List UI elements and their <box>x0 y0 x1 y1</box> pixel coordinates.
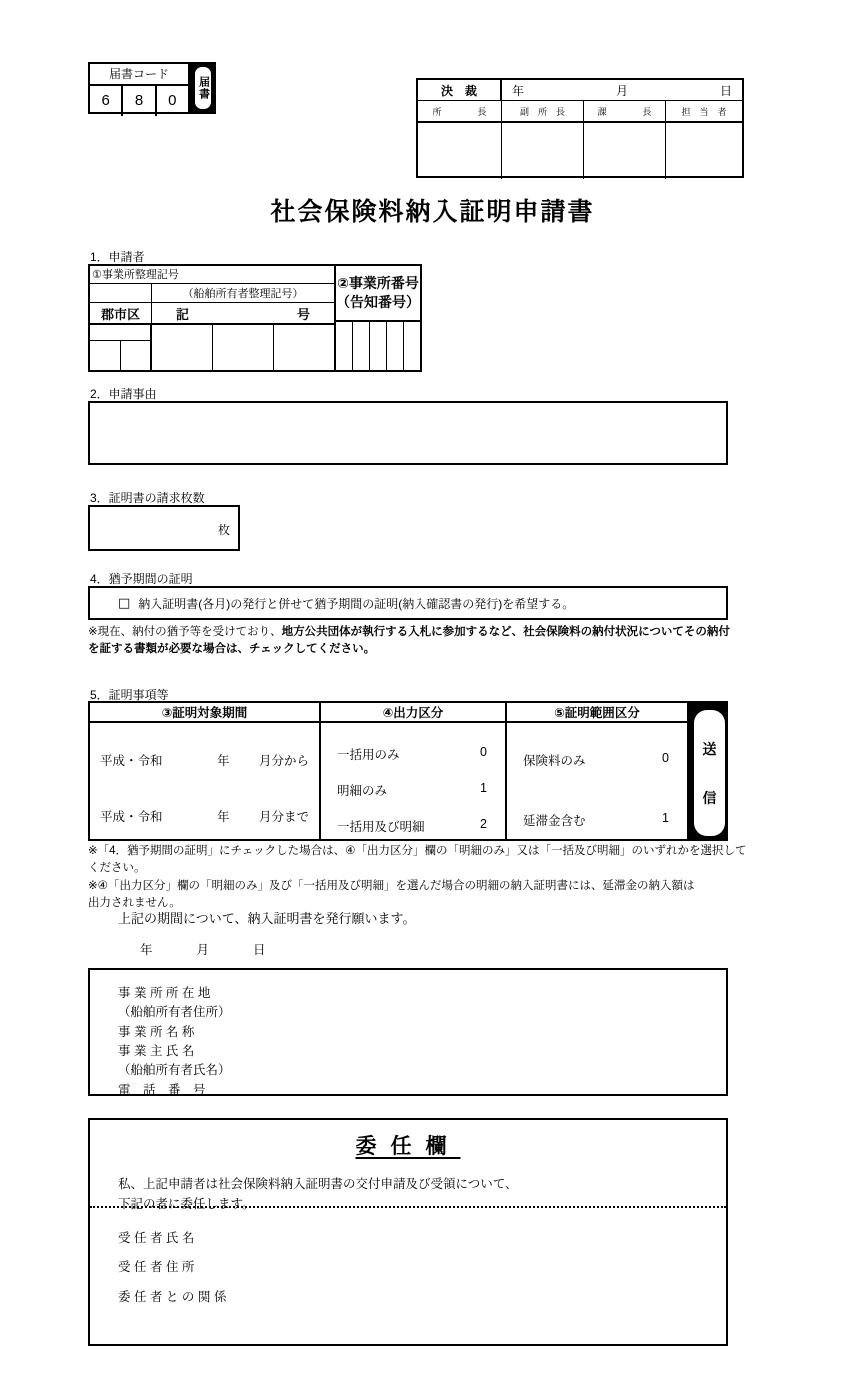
period-from-tail: 月分から <box>258 754 309 768</box>
owner-name-label: 事 業 主 氏 名 <box>118 1044 195 1058</box>
period-to-row <box>100 807 309 825</box>
gunshiku-entry-cell[interactable] <box>90 341 121 370</box>
period-from-era: 平成・令和 <box>100 754 163 768</box>
kigou-label-ki: 記 <box>176 306 190 322</box>
approval-role-header-fukushocho <box>502 101 584 121</box>
output-type-column <box>321 703 507 839</box>
delegation-statement-line: 下記の者に委任します。 <box>118 1197 255 1211</box>
applicant-details-box[interactable] <box>88 968 728 1096</box>
approval-stamp-cell[interactable] <box>584 123 666 179</box>
output-option[interactable] <box>337 745 487 763</box>
section-3-label: 3．証明書の請求枚数 <box>90 491 205 505</box>
notification-tab-black-box <box>190 62 216 114</box>
scope-column-header: ⑤証明範囲区分 <box>507 703 687 723</box>
grace-note-bold-1: 地方公共団体が執行する入札に参加するなど、社会保険料の納付状況 <box>281 626 639 638</box>
notification-tab-label: 届書 <box>197 76 210 100</box>
scope-option-code: 1 <box>662 811 669 825</box>
applicant-address-group <box>118 984 231 1042</box>
request-statement: 上記の期間について、納入証明書を発行願います。 <box>118 911 416 926</box>
gunshiku-entry-cell[interactable] <box>121 341 151 370</box>
scope-option-label: 保険料のみ <box>523 754 586 768</box>
office-symbol-subheaders <box>90 303 334 325</box>
send-label-char: 送 <box>702 740 717 757</box>
send-black-box <box>689 703 726 839</box>
approval-year-label: 年 <box>512 83 525 98</box>
approval-table <box>416 78 744 178</box>
office-number-cell[interactable] <box>353 322 370 370</box>
delegation-title: 委任欄 <box>355 1135 461 1158</box>
applicant-id-table <box>88 264 422 372</box>
page-title: 社会保険料納入証明申請書 <box>270 198 595 226</box>
delegation-statement-line: 私、上記申請者は社会保険料納入証明書の交付申請及び受領について、 <box>118 1177 518 1191</box>
gunshiku-entry-group <box>90 325 152 371</box>
code-digit: 8 <box>123 86 156 116</box>
ship-owner-note-spacer <box>90 284 152 302</box>
applicant-owner-group <box>118 1042 231 1100</box>
grace-note-bold-2: についてその納付を証する書類が必要な場合は、チェックしてください。 <box>88 626 730 655</box>
output-option-label: 一括用及び明細 <box>337 820 425 834</box>
notification-code-digits <box>90 86 188 116</box>
kigou-entry-cell[interactable] <box>152 325 213 371</box>
scope-option-code: 0 <box>662 751 669 765</box>
request-day-label: 日 <box>253 943 266 957</box>
code-digit: 6 <box>90 86 123 116</box>
output-type-body <box>321 723 505 839</box>
code-digit: 0 <box>168 92 177 109</box>
approval-role-label: 所 長 <box>432 106 487 117</box>
delegate-name-label: 受 任 者 氏 名 <box>118 1231 195 1245</box>
office-number-cell[interactable] <box>404 322 420 370</box>
office-symbol-entry-row <box>90 325 334 371</box>
delegation-fields[interactable] <box>118 1224 226 1312</box>
output-option-label: 一括用のみ <box>337 748 400 762</box>
ship-owner-name-label: （船舶所有者氏名） <box>118 1063 231 1078</box>
certification-note-line: 出力されません。 <box>88 896 181 909</box>
certificate-count-box[interactable] <box>88 505 240 551</box>
ship-owner-note-row <box>90 284 334 303</box>
certification-note-line: ※④「出力区分」欄の「明細のみ」及び「一括用及び明細」を選んだ場合の明細の納入証明書には、延滞金の納入額は <box>88 879 695 892</box>
section-1-label: 1．申請者 <box>90 250 145 264</box>
ship-owner-address-label: （船舶所有者住所） <box>118 1005 231 1020</box>
approval-title-cell <box>418 80 502 100</box>
office-number-group <box>336 266 420 370</box>
notification-tab-inner <box>195 67 211 109</box>
delegation-box <box>88 1118 728 1346</box>
output-option[interactable] <box>337 781 487 799</box>
approval-header-row <box>418 80 742 101</box>
notification-code-title: 届書コード <box>90 64 188 86</box>
office-name-label: 事 業 所 名 称 <box>118 1024 195 1039</box>
gunshiku-label: 郡市区 <box>100 306 140 322</box>
request-date-line <box>140 940 266 958</box>
section-4-label: 4．猶予期間の証明 <box>90 572 193 586</box>
output-option-code: 0 <box>480 745 487 759</box>
certification-notes <box>88 843 748 912</box>
office-number-cell[interactable] <box>370 322 387 370</box>
approval-role-header-tantosha <box>666 101 742 121</box>
office-number-cell[interactable] <box>387 322 404 370</box>
gunshiku-header <box>90 303 152 323</box>
delegation-statement <box>118 1174 726 1214</box>
ship-owner-note-cell <box>152 284 334 302</box>
period-from-row <box>100 751 309 769</box>
office-symbol-group <box>90 266 336 370</box>
approval-role-header-kacho <box>584 101 666 121</box>
section-2-label: 2．申請事由 <box>90 387 157 401</box>
period-column-body[interactable] <box>90 723 319 839</box>
period-from-year: 年 <box>216 754 230 768</box>
approval-stamp-cell[interactable] <box>666 123 742 179</box>
approval-role-label: 担 当 者 <box>681 106 727 117</box>
notification-code-block <box>88 62 190 114</box>
send-label-char: 信 <box>702 789 717 806</box>
period-to-tail: 月分まで <box>258 810 309 824</box>
certification-details-table <box>88 701 728 841</box>
period-to-year: 年 <box>216 810 230 824</box>
gunshiku-entry-bottom <box>90 341 150 370</box>
approval-stamp-cell[interactable] <box>502 123 584 179</box>
delegate-relation-label: 委 任 者 と の 関 係 <box>118 1289 227 1304</box>
approval-role-label: 課 長 <box>597 106 652 117</box>
kigou-entry-cell[interactable] <box>213 325 274 371</box>
certificate-count-unit: 枚 <box>217 523 230 537</box>
application-reason-box[interactable] <box>88 401 728 465</box>
office-number-title: ②事業所番号 <box>337 275 419 292</box>
office-number-subtitle: （告知番号） <box>336 294 420 310</box>
approval-month-label: 月 <box>615 83 628 98</box>
output-type-header: ④出力区分 <box>321 703 505 723</box>
approval-stamp-cell[interactable] <box>418 123 502 179</box>
delegation-divider <box>90 1206 726 1208</box>
delegate-address-label: 受 任 者 住 所 <box>118 1260 195 1275</box>
send-label-inner <box>694 710 725 836</box>
period-column-header: ③証明対象期間 <box>90 703 319 723</box>
output-option[interactable] <box>337 817 487 835</box>
output-option-label: 明細のみ <box>337 784 388 798</box>
approval-date-cell <box>502 80 742 100</box>
checkbox-icon[interactable]: □ <box>118 595 131 611</box>
scope-option[interactable] <box>523 751 669 769</box>
scope-option[interactable] <box>523 811 669 829</box>
output-option-code: 1 <box>480 781 487 795</box>
approval-title: 決 裁 <box>440 83 477 98</box>
office-number-header <box>336 266 420 322</box>
grace-period-checkbox-label: 納入証明書(各月)の発行と併せて猶予期間の証明(納入確認書の発行)を希望する。 <box>138 596 575 611</box>
grace-note-plain: ※現在、納付の猶予等を受けており、 <box>88 626 282 638</box>
gunshiku-entry-top[interactable] <box>90 325 150 341</box>
phone-number-label: 電 話 番 号 <box>118 1082 206 1097</box>
kigou-header <box>152 303 334 323</box>
kigou-entry-cells <box>152 325 334 371</box>
output-option-code: 2 <box>480 817 487 831</box>
kigou-entry-cell[interactable] <box>274 325 334 371</box>
office-symbol-title: ①事業所整理記号 <box>90 266 334 284</box>
scope-option-label: 延滞金含む <box>523 814 586 828</box>
kigou-label-gou: 号 <box>296 306 310 322</box>
approval-role-header-shocho <box>418 101 502 121</box>
office-number-entry-cells <box>336 322 420 370</box>
office-number-cell[interactable] <box>336 322 353 370</box>
grace-period-row <box>88 586 728 620</box>
period-to-era: 平成・令和 <box>100 810 163 824</box>
office-address-label: 事 業 所 所 在 地 <box>118 986 211 1000</box>
scope-column-body <box>507 723 687 839</box>
approval-stamp-row <box>418 123 742 179</box>
section-5-label: 5．証明事項等 <box>90 688 169 702</box>
scope-column <box>507 703 689 839</box>
certification-note-line: ※「4．猶予期間の証明」にチェックした場合は、④「出力区分」欄の「明細のみ」又は「一括及び明細」のいずれかを選択してください。 <box>88 845 747 875</box>
period-column <box>90 703 321 839</box>
ship-owner-note: （船舶所有者整理記号） <box>182 288 304 300</box>
approval-role-row <box>418 101 742 123</box>
request-month-label: 月 <box>196 943 210 957</box>
approval-role-label: 副 所 長 <box>519 106 565 117</box>
request-year-label: 年 <box>140 943 153 957</box>
grace-period-note <box>88 624 736 657</box>
approval-day-label: 日 <box>719 83 732 98</box>
